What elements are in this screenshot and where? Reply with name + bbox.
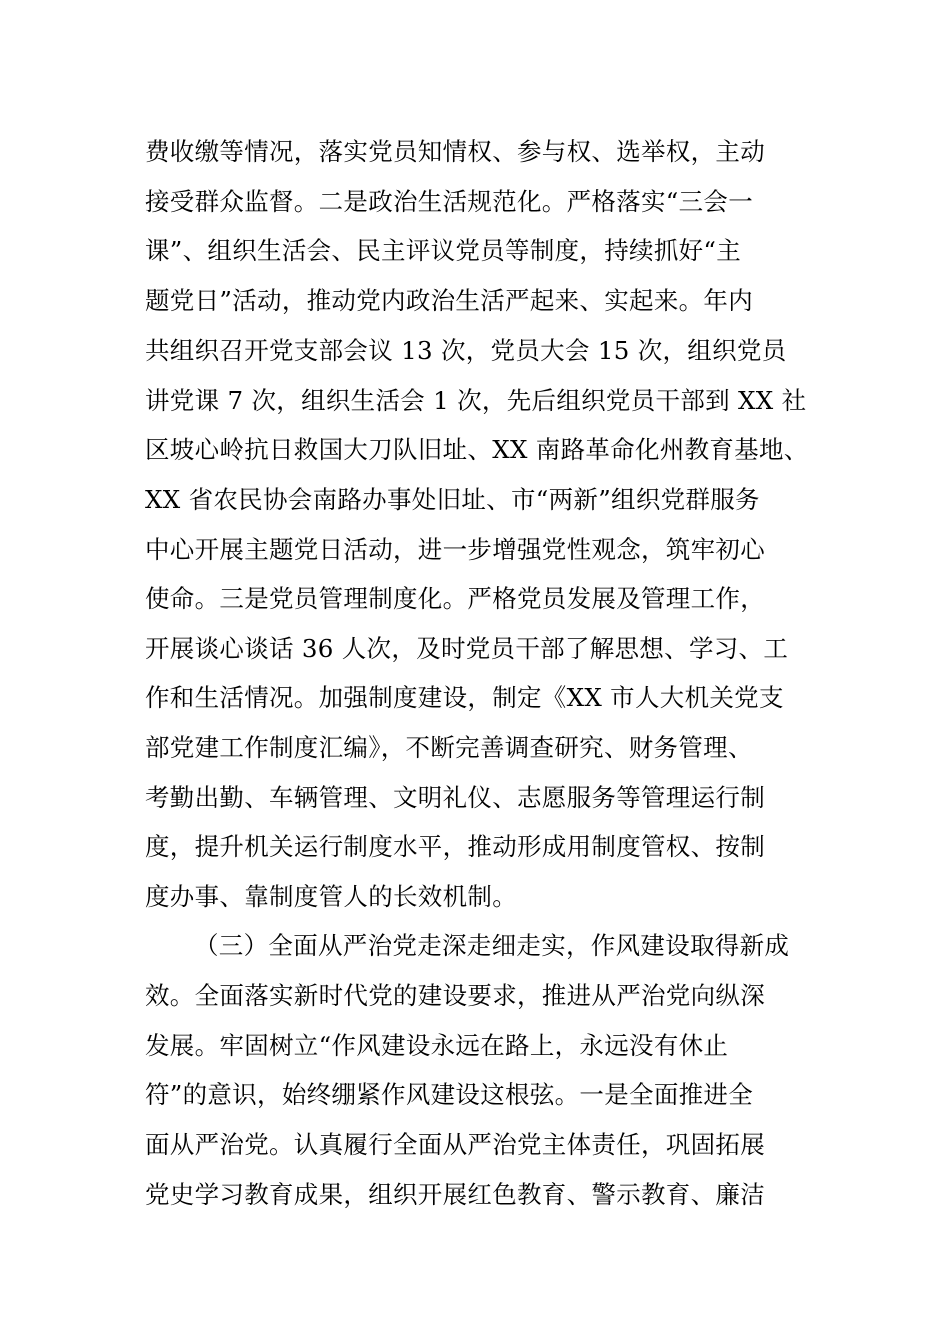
text-line: 度，提升机关运行制度水平，推动形成用制度管权、按制: [145, 832, 765, 861]
text-line: 面从严治党。认真履行全面从严治党主体责任，巩固拓展: [145, 1130, 765, 1159]
text-line: 讲党课 7 次，组织生活会 1 次，先后组织党员干部到 XX 社: [145, 386, 807, 415]
text-line: 部党建工作制度汇编》，不断完善调查研究、财务管理、: [145, 733, 753, 762]
text-line: 题党日”活动，推动党内政治生活严起来、实起来。年内: [145, 286, 754, 315]
text-line: 度办事、靠制度管人的长效机制。: [145, 882, 517, 911]
text-line: 课”、组织生活会、民主评议党员等制度，持续抓好“主: [145, 236, 742, 265]
text-line: 党史学习教育成果，组织开展红色教育、警示教育、廉洁: [145, 1180, 765, 1209]
text-line: 作和生活情况。加强制度建设，制定《XX 市人大机关党支: [145, 683, 784, 712]
text-line: 发展。牢固树立“作风建设永远在路上，永远没有休止: [145, 1031, 729, 1060]
text-line: 考勤出勤、车辆管理、文明礼仪、志愿服务等管理运行制: [145, 783, 765, 812]
text-line: 开展谈心谈话 36 人次，及时党员干部了解思想、学习、工: [145, 634, 789, 663]
text-line: 使命。三是党员管理制度化。严格党员发展及管理工作，: [145, 584, 765, 613]
text-line: XX 省农民协会南路办事处旧址、市“两新”组织党群服务: [145, 485, 760, 514]
text-line: 中心开展主题党日活动，进一步增强党性观念，筑牢初心: [145, 535, 765, 564]
section-heading-line: （三）全面从严治党走深走细走实，作风建设取得新成: [194, 931, 790, 960]
text-line: 效。全面落实新时代党的建设要求，推进从严治党向纵深: [145, 981, 765, 1010]
text-line: 区坡心岭抗日救国大刀队旧址、XX 南路革命化州教育基地、: [145, 435, 809, 464]
text-line: 费收缴等情况，落实党员知情权、参与权、选举权，主动: [145, 137, 765, 166]
text-line: 共组织召开党支部会议 13 次，党员大会 15 次，组织党员: [145, 336, 787, 365]
text-line: 接受群众监督。二是政治生活规范化。严格落实“三会一: [145, 187, 754, 216]
text-line: 符”的意识，始终绷紧作风建设这根弦。一是全面推进全: [145, 1080, 754, 1109]
